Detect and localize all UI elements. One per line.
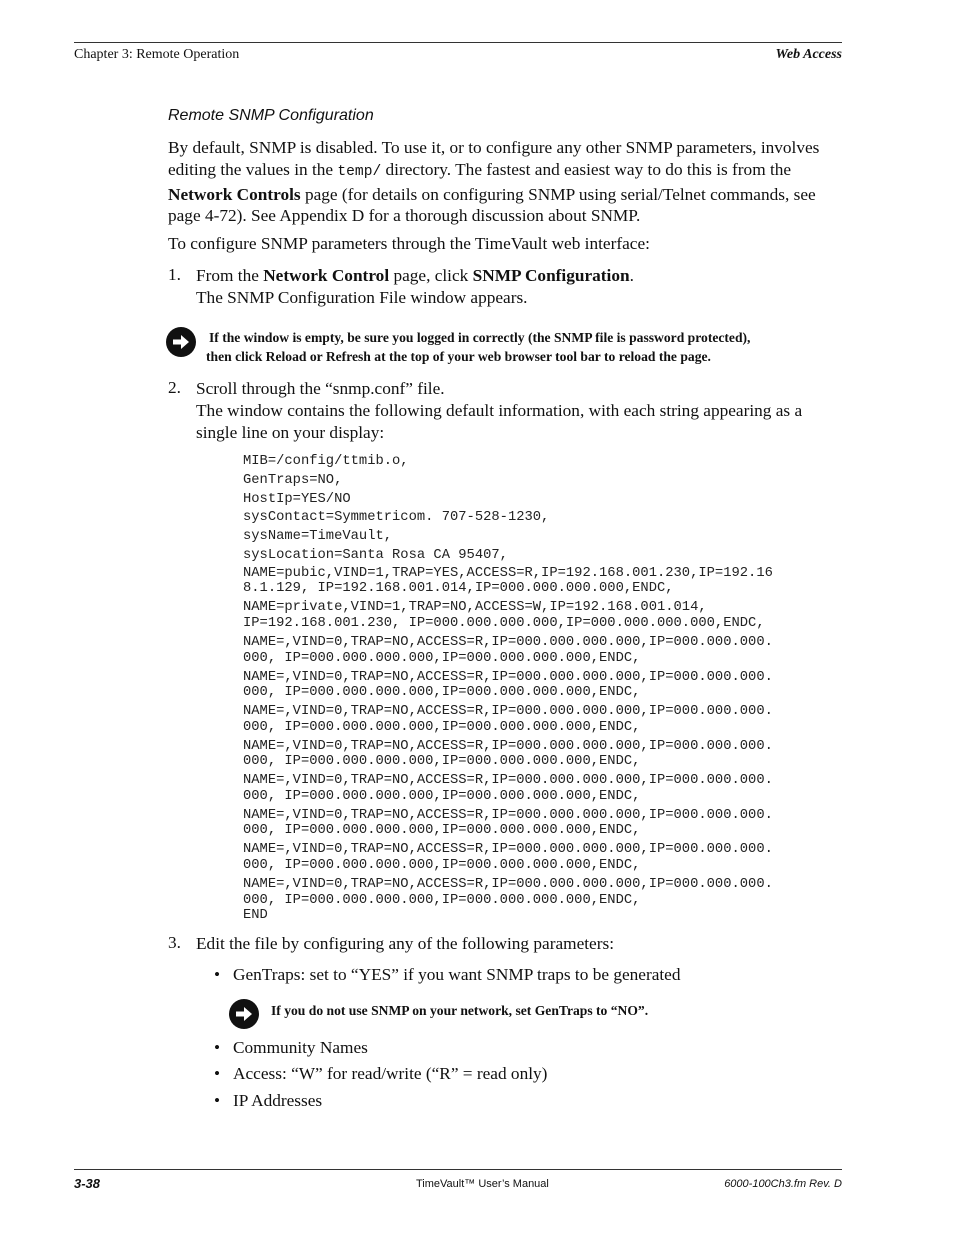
- code-line: NAME=,VIND=0,TRAP=NO,ACCESS=R,IP=000.000.000.000,IP=000.000.000.: [243, 842, 773, 858]
- bullet-community-text: Community Names: [233, 1038, 368, 1057]
- code-line: NAME=,VIND=0,TRAP=NO,ACCESS=R,IP=000.000.000.000,IP=000.000.000.: [243, 738, 773, 754]
- arrow-right-icon: [229, 999, 259, 1029]
- note-gentraps: If you do not use SNMP on your network, set GenTraps to “NO”.: [271, 1003, 649, 1018]
- code-line: NAME=,VIND=0,TRAP=NO,ACCESS=R,IP=000.000.000.000,IP=000.000.000.: [243, 876, 773, 892]
- step-1-snmp-configuration: SNMP Configuration: [472, 266, 630, 285]
- step-3-text: Edit the file by configuring any of the following parameters:: [196, 934, 614, 953]
- intro-paragraph-2: To configure SNMP parameters through the TimeVault web interface:: [168, 234, 650, 253]
- intro-text-a: By default, SNMP is disabled. To use it, or to configure any other SNMP parameters, involves editing the values in the: [168, 138, 820, 179]
- code-line-continued: 8.1.129, IP=192.168.001.014,IP=000.000.000.000,ENDC,: [243, 581, 674, 597]
- bullet-ip-addresses: [214, 1091, 322, 1111]
- bullet-marker: •: [214, 1038, 221, 1057]
- step-1-text-c: page, click: [389, 266, 473, 285]
- intro-paragraph: [168, 137, 844, 227]
- code-line: NAME=,VIND=0,TRAP=NO,ACCESS=R,IP=000.000.000.000,IP=000.000.000.: [243, 807, 773, 823]
- header-rule: [74, 42, 842, 43]
- step-2-text: [196, 378, 846, 443]
- header-section: Web Access: [775, 47, 842, 62]
- step-1-text-a: From the: [196, 266, 264, 285]
- step-1-period: .: [629, 266, 634, 285]
- code-line: NAME=,VIND=0,TRAP=NO,ACCESS=R,IP=000.000.000.000,IP=000.000.000.: [243, 669, 773, 685]
- intro-network-controls: Network Controls: [168, 184, 301, 204]
- code-line: sysContact=Symmetricom. 707-528-1230,: [243, 510, 550, 526]
- footer-manual-title: TimeVault™ User’s Manual: [416, 1178, 549, 1190]
- code-line-continued: IP=192.168.001.230, IP=000.000.000.000,IP=000.000.000.000,ENDC,: [243, 615, 765, 631]
- footer-file-revision: 6000-100Ch3.fm Rev. D: [724, 1178, 842, 1190]
- arrow-right-icon: [166, 327, 196, 357]
- snmp-conf-code-block: [243, 453, 853, 924]
- code-line-continued: 000, IP=000.000.000.000,IP=000.000.000.000,ENDC,: [243, 892, 641, 908]
- code-line-continued: 000, IP=000.000.000.000,IP=000.000.000.000,ENDC,: [243, 858, 641, 873]
- step-2-line-1: Scroll through the “snmp.conf” file.: [196, 379, 445, 398]
- code-line: NAME=,VIND=0,TRAP=NO,ACCESS=R,IP=000.000.000.000,IP=000.000.000.: [243, 773, 773, 789]
- code-line-continued: 000, IP=000.000.000.000,IP=000.000.000.000,ENDC,: [243, 685, 641, 701]
- section-title: Remote SNMP Configuration: [168, 107, 374, 124]
- bullet-access: [214, 1064, 547, 1084]
- step-1-text: [196, 265, 846, 309]
- code-line-end: END: [243, 908, 268, 924]
- intro-text-b: directory. The fastest and easiest way to do this is from the: [381, 159, 792, 179]
- code-line-continued: 000, IP=000.000.000.000,IP=000.000.000.000,ENDC,: [243, 650, 641, 666]
- code-line-continued: 000, IP=000.000.000.000,IP=000.000.000.000,ENDC,: [243, 823, 641, 839]
- footer-rule: [74, 1169, 842, 1170]
- intro-text-c: page (for details on configuring SNMP using serial/Telnet commands, see page 4-72). See Appendix D for a thorough discussion about SNMP.: [168, 184, 816, 226]
- code-line: GenTraps=NO,: [243, 472, 343, 488]
- note-1-line-2: then click Reload or Refresh at the top of your web browser tool bar to reload the page.: [206, 349, 711, 364]
- bullet-marker: •: [214, 1091, 221, 1110]
- code-line: sysName=TimeVault,: [243, 529, 393, 545]
- code-line: NAME=pubic,VIND=1,TRAP=YES,ACCESS=R,IP=192.168.001.230,IP=192.16: [243, 565, 773, 581]
- code-line: NAME=private,VIND=1,TRAP=NO,ACCESS=W,IP=192.168.001.014,: [243, 600, 707, 616]
- code-line: NAME=,VIND=0,TRAP=NO,ACCESS=R,IP=000.000.000.000,IP=000.000.000.: [243, 634, 773, 650]
- step-1-line-2: The SNMP Configuration File window appears.: [196, 287, 528, 307]
- note-1-line-1: If the window is empty, be sure you logged in correctly (the SNMP file is password protected),: [209, 330, 751, 345]
- bullet-ip-text: IP Addresses: [233, 1091, 323, 1110]
- step-2-line-2: The window contains the following default information, with each string appearing as a single line on your display:: [196, 400, 803, 442]
- code-line-continued: 000, IP=000.000.000.000,IP=000.000.000.000,ENDC,: [243, 719, 641, 735]
- bullet-gentraps: [214, 965, 680, 985]
- bullet-marker: •: [214, 965, 221, 984]
- code-line: NAME=,VIND=0,TRAP=NO,ACCESS=R,IP=000.000.000.000,IP=000.000.000.: [243, 704, 773, 720]
- bullet-gentraps-text: GenTraps: set to “YES” if you want SNMP traps to be generated: [233, 965, 681, 984]
- code-line: HostIp=YES/NO: [243, 491, 351, 507]
- bullet-access-text: Access: “W” for read/write (“R” = read only): [233, 1064, 548, 1083]
- intro-directory-code: temp/: [337, 163, 382, 180]
- note-empty-window: [206, 328, 846, 366]
- step-2-number: 2.: [168, 378, 181, 397]
- step-1-number: 1.: [168, 265, 181, 284]
- code-line: sysLocation=Santa Rosa CA 95407,: [243, 547, 508, 563]
- step-1-network-control: Network Control: [263, 266, 390, 285]
- bullet-community-names: [214, 1038, 368, 1058]
- code-line-continued: 000, IP=000.000.000.000,IP=000.000.000.000,ENDC,: [243, 788, 641, 804]
- header-chapter: Chapter 3: Remote Operation: [74, 47, 240, 62]
- code-line-continued: 000, IP=000.000.000.000,IP=000.000.000.000,ENDC,: [243, 754, 641, 770]
- footer-page-number: 3-38: [74, 1176, 101, 1191]
- step-3-number: 3.: [168, 933, 181, 952]
- bullet-marker: •: [214, 1064, 221, 1083]
- code-line: MIB=/config/ttmib.o,: [243, 454, 409, 469]
